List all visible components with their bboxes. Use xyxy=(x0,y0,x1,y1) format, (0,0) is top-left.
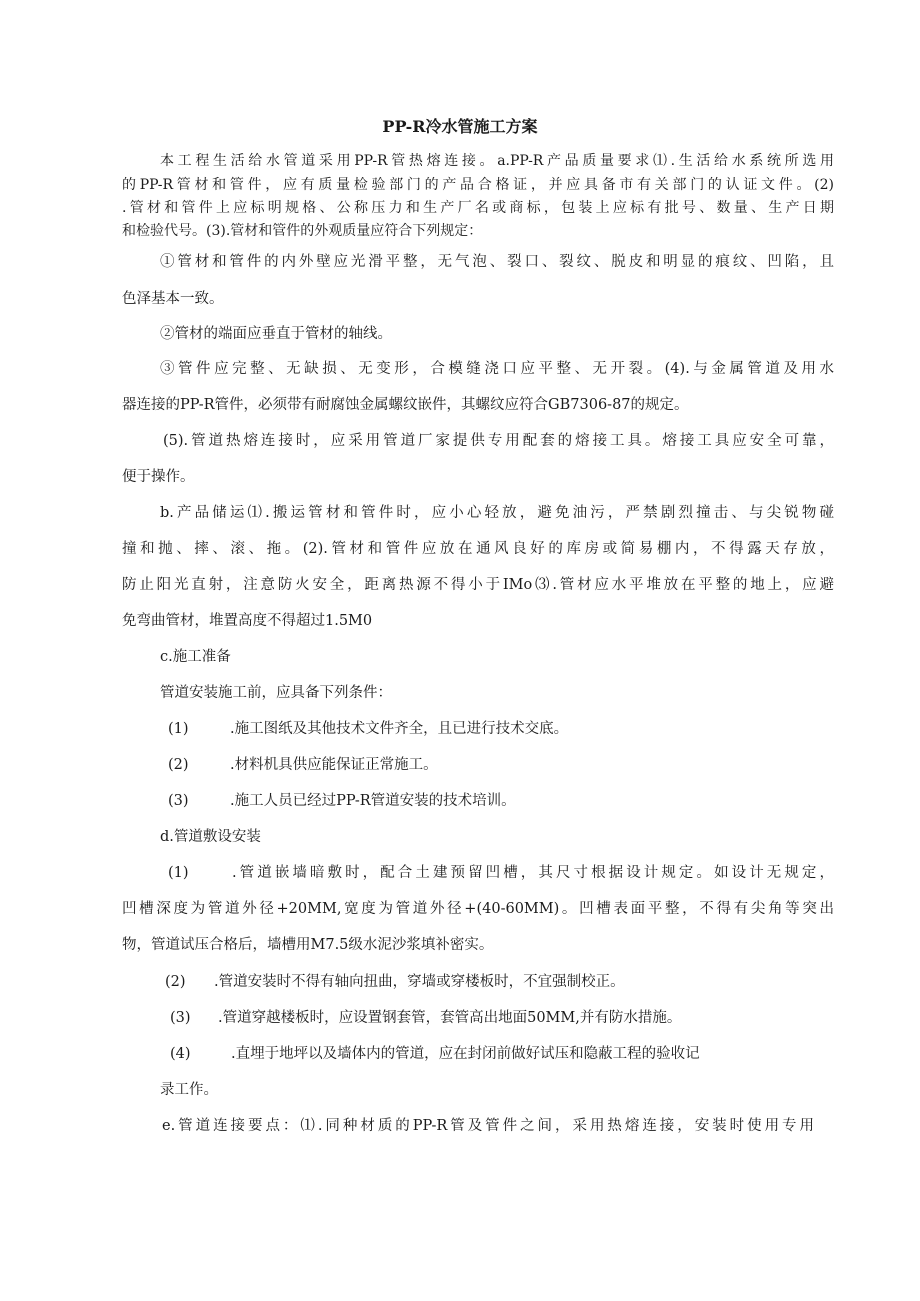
prep-item-2-number: (2) xyxy=(168,757,189,773)
item-1-line-2: 色泽基本一致。 xyxy=(122,291,224,307)
install-item-2-number: (2) xyxy=(165,974,186,990)
intro-line-2: 的PP-R管材和管件，应有质量检验部门的产品合格证，并应具备市有关部门的认证文件。(2) xyxy=(122,177,834,193)
install-item-1-number: (1) xyxy=(168,865,189,881)
item-3-line-2: 器连接的PP-R管件，必须带有耐腐蚀金属螺纹嵌件，其螺纹应符合GB7306-87的规定。 xyxy=(122,397,689,413)
prep-item-3-text: .施工人员已经过PP-R管道安装的技术培训。 xyxy=(230,793,516,809)
item-2-line: ②管材的端面应垂直于管材的轴线。 xyxy=(160,326,392,342)
item-3-line-1: ③管件应完整、无缺损、无变形，合模缝浇口应平整、无开裂。(4).与金属管道及用水 xyxy=(160,361,834,377)
prep-intro: 管道安装施工前，应具备下列条件： xyxy=(160,685,392,701)
page-title: PP-R冷水管施工方案 xyxy=(382,117,538,136)
install-item-2-text: .管道安装时不得有轴向扭曲，穿墙或穿楼板时，不宜强制校正。 xyxy=(214,974,625,990)
storage-line-3: 防止阳光直射，注意防火安全，距离热源不得小于IMo⑶.管材应水平堆放在平整的地上，应避 xyxy=(122,577,834,593)
install-item-1-line-3: 物，管道试压合格后，墙槽用M7.5级水泥沙浆填补密实。 xyxy=(122,937,494,953)
intro-line-4: 和检验代号。(3).管材和管件的外观质量应符合下列规定： xyxy=(122,223,483,239)
prep-item-2-text: .材料机具供应能保证正常施工。 xyxy=(230,757,438,773)
storage-line-1: b.产品储运⑴.搬运管材和管件时，应小心轻放，避免油污，严禁剧烈撞击、与尖锐物碰 xyxy=(160,505,834,521)
install-item-3-number: (3) xyxy=(170,1010,191,1026)
storage-line-4: 免弯曲管材，堆置高度不得超过1.5M0 xyxy=(122,613,373,629)
install-item-4-number: (4) xyxy=(170,1046,191,1062)
prep-item-1-text: .施工图纸及其他技术文件齐全，且已进行技术交底。 xyxy=(230,721,569,737)
storage-line-2: 撞和抛、摔、滚、拖。(2).管材和管件应放在通风良好的库房或简易棚内，不得露天存放， xyxy=(122,541,834,557)
intro-line-1: 本工程生活给水管道采用PP-R管热熔连接。a.PP-R产品质量要求⑴.生活给水系统所选用 xyxy=(160,153,834,169)
install-item-3-text: .管道穿越楼板时，应设置钢套管，套管高出地面50MM,并有防水措施。 xyxy=(218,1010,682,1026)
connection-line-1: e.管道连接要点：⑴.同种材质的PP-R管及管件之间，采用热熔连接，安装时使用专用 xyxy=(162,1118,814,1134)
item-1-line-1: ①管材和管件的内外壁应光滑平整，无气泡、裂口、裂纹、脱皮和明显的痕纹、凹陷，且 xyxy=(160,254,834,270)
install-item-1-line-2: 凹槽深度为管道外径+20MM,宽度为管道外径+(40-60MM)。凹槽表面平整，不得有尖角等突出 xyxy=(122,901,834,917)
section-c-heading: c.施工准备 xyxy=(160,649,231,665)
item-5-line-1: (5).管道热熔连接时，应采用管道厂家提供专用配套的熔接工具。熔接工具应安全可靠， xyxy=(163,433,834,449)
prep-item-3-number: (3) xyxy=(168,793,189,809)
item-5-line-2: 便于操作。 xyxy=(122,469,195,485)
prep-item-1-number: (1) xyxy=(168,721,189,737)
intro-line-3: .管材和管件上应标明规格、公称压力和生产厂名或商标，包装上应标有批号、数量、生产日期 xyxy=(122,200,834,216)
section-d-heading: d.管道敷设安装 xyxy=(160,829,261,845)
install-item-4-line-2: 录工作。 xyxy=(160,1082,218,1098)
install-item-1-line-1: .管道嵌墙暗敷时，配合土建预留凹槽，其尺寸根据设计规定。如设计无规定， xyxy=(232,865,834,881)
install-item-4-line-1: .直埋于地坪以及墙体内的管道，应在封闭前做好试压和隐蔽工程的验收记 xyxy=(231,1046,700,1062)
